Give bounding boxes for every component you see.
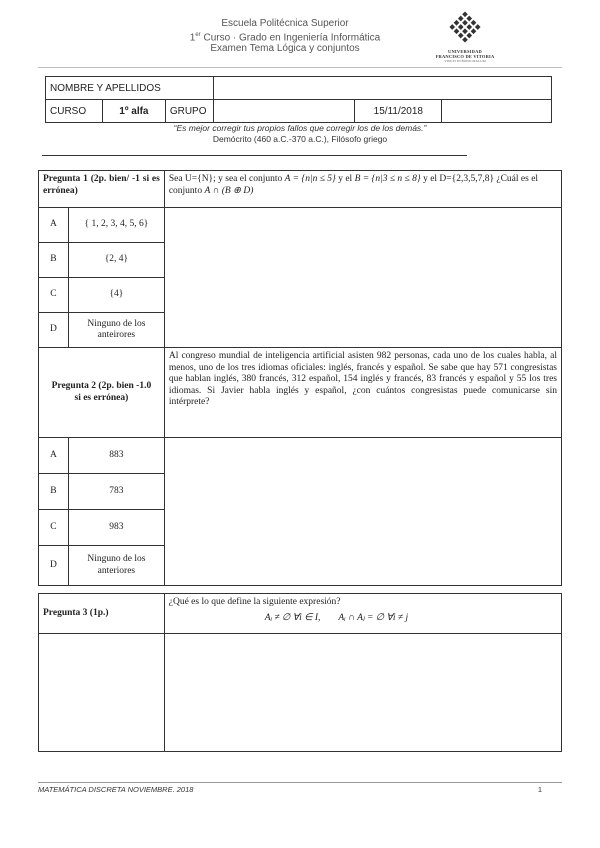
- q1-expression: A ∩ (B ⊕ D): [204, 185, 254, 196]
- q1-option-answer: {4}: [68, 278, 164, 313]
- exam-date: 15/11/2018: [355, 100, 442, 123]
- q1-statement: Sea U={N}; y sea el conjunto A = {n|n ≤ 5} y el B = {n|3 ≤ n ≤ 8} y el D={2,3,5,7,8} ¿Cuál es el conjunto A ∩ (B ⊕ D): [164, 171, 561, 208]
- q1-title: Pregunta 1 (2p. bien/ -1 si es errónea): [39, 171, 165, 208]
- name-field[interactable]: [213, 77, 551, 100]
- q1-option-letter: B: [39, 243, 69, 278]
- q2-option-letter: B: [39, 474, 69, 510]
- footer-text: MATEMÁTICA DISCRETA NOVIEMBRE. 2018: [38, 785, 194, 794]
- q1-answer-space[interactable]: [164, 208, 561, 348]
- q1-option-answer: { 1, 2, 3, 4, 5, 6}: [68, 208, 164, 243]
- header-divider: [38, 67, 562, 68]
- q3-answer-space[interactable]: [164, 634, 561, 752]
- page-footer: [38, 782, 562, 794]
- signature-line-right: [127, 155, 467, 156]
- q1-option-answer: {2, 4}: [68, 243, 164, 278]
- exam-header: [150, 18, 420, 55]
- q2-option-letter: C: [39, 510, 69, 546]
- q2-option-letter: A: [39, 438, 69, 474]
- q1-option-letter: A: [39, 208, 69, 243]
- q3-formula: Aᵢ ≠ ∅ ∀i ∈ I, Aᵢ ∩ Aⱼ = ∅ ∀i ≠ j: [264, 612, 409, 623]
- name-label: NOMBRE Y APELLIDOS: [46, 77, 214, 100]
- q1-option[interactable]: [39, 208, 562, 243]
- q2-statement: Al congreso mundial de inteligencia artificial asisten 982 personas, cada uno de los cuales habla, al menos, uno de los tres idiomas oficiales: inglés, francés y español. Se sabe que hay 571 congresistas que hablan inglés, 380 francés, 312 español, 154 inglés y francés, 83 francés y español y 55 los tres idiomas. Si Javier habla inglés y español, ¿con cuántos congresistas puede comunicarse sin intérprete?: [164, 348, 561, 438]
- q1-set-a: A = {n|n ≤ 5}: [284, 174, 336, 184]
- q2-option-answer: 983: [68, 510, 164, 546]
- questions-table: [38, 170, 562, 586]
- ufv-emblem-icon: [448, 10, 482, 44]
- page-number: 1: [537, 785, 542, 794]
- group-label: GRUPO: [165, 100, 213, 123]
- signature-line-left: [42, 155, 127, 156]
- course-line: 1er Curso · Grado en Ingeniería Informática: [189, 31, 381, 43]
- logo-line2: FRANCISCO DE VITORIA: [435, 54, 495, 59]
- course-value: 1º alfa: [102, 100, 165, 123]
- q2-option-answer: 883: [68, 438, 164, 474]
- exam-title: Examen Tema Lógica y conjuntos: [210, 43, 360, 55]
- q2-option[interactable]: [39, 438, 562, 474]
- q1-row: [39, 171, 562, 208]
- q3-question: ¿Qué es lo que define la siguiente expresión?: [168, 597, 341, 607]
- q2-title: Pregunta 2 (2p. bien -1.0 si es errónea): [39, 348, 165, 438]
- q1-option-letter: D: [39, 313, 69, 348]
- q2-option-letter: D: [39, 546, 69, 586]
- q3-statement: [164, 594, 561, 634]
- quote-author: Demócrito (460 a.C.-370 a.C.), Filósofo griego: [212, 134, 388, 144]
- university-logo: [420, 10, 510, 63]
- quote-text: “Es mejor corregir tus propios fallos que corregir los de los demás.”: [173, 123, 427, 133]
- extra-field[interactable]: [442, 100, 552, 123]
- q1-option-letter: C: [39, 278, 69, 313]
- q1-set-b: B = {n|3 ≤ n ≤ 8}: [354, 174, 421, 184]
- q2-option-answer: 783: [68, 474, 164, 510]
- question3-table: [38, 593, 562, 752]
- group-field[interactable]: [213, 100, 355, 123]
- q1-option-answer: Ninguno de los anteirores: [68, 313, 164, 348]
- student-info-table: [45, 76, 552, 123]
- course-label: CURSO: [46, 100, 103, 123]
- q3-left-space: [39, 634, 165, 752]
- logo-motto: VINCIT IN BONO MALUM: [444, 59, 486, 63]
- q2-answer-space[interactable]: [164, 438, 561, 586]
- q3-title: Pregunta 3 (1p.): [39, 594, 165, 634]
- q3-row: [39, 594, 562, 634]
- q2-row: [39, 348, 562, 438]
- logo-line1: UNIVERSIDAD: [448, 49, 482, 54]
- q2-option-answer: Ninguno de los anteriores: [68, 546, 164, 586]
- q3-answer-row: [39, 634, 562, 752]
- school-name: Escuela Politécnica Superior: [221, 18, 349, 29]
